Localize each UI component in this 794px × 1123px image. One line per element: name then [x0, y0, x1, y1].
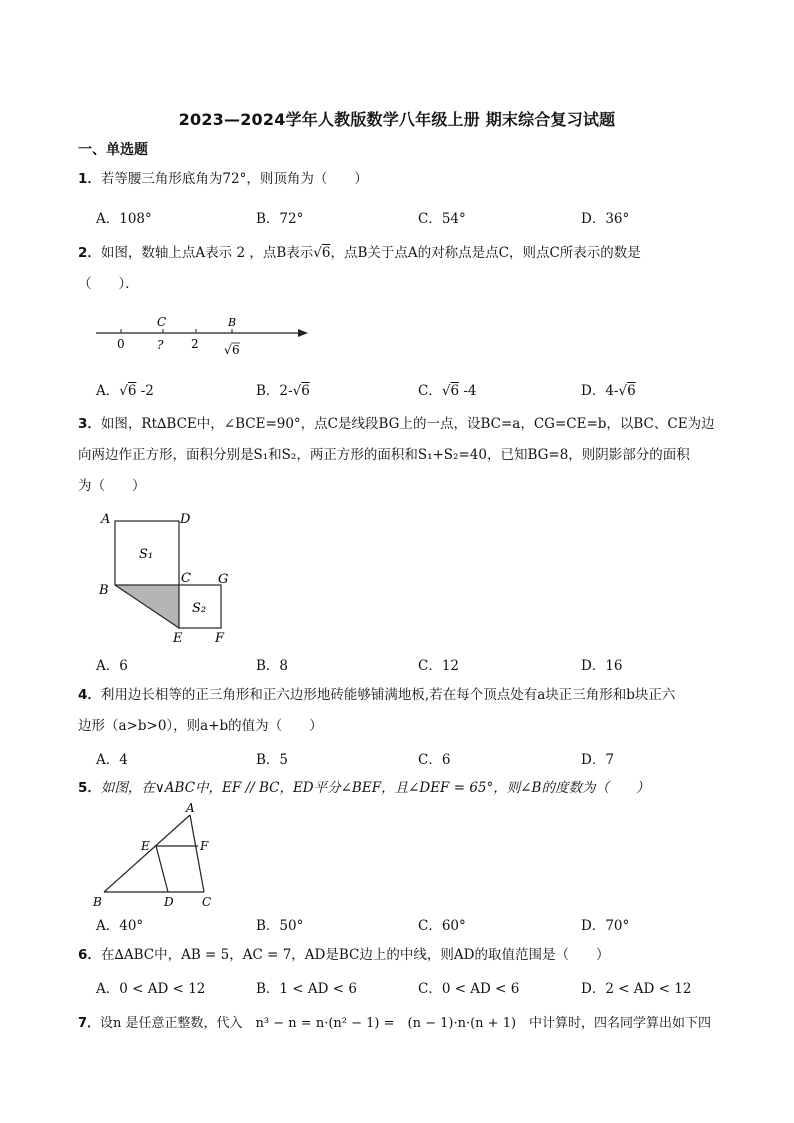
option-d[interactable]: D．7	[581, 752, 614, 768]
option-c[interactable]: C．0 < AD < 6	[418, 981, 520, 997]
option-b[interactable]: B．8	[256, 658, 289, 674]
label-zero: 0	[117, 337, 125, 351]
option-c[interactable]: C．54°	[418, 211, 466, 227]
label-b: B	[93, 895, 102, 909]
option-a[interactable]: A．108°	[96, 211, 152, 227]
options-q4	[96, 748, 756, 768]
question-7	[78, 1008, 748, 1039]
triangle-figure	[88, 800, 223, 910]
label-a: A	[186, 801, 195, 815]
options-q1	[96, 207, 756, 227]
radicand: 6	[627, 383, 636, 399]
option-prefix: A．	[96, 383, 120, 399]
label-b: B	[228, 316, 237, 329]
label-g: G	[218, 572, 229, 587]
options-q3	[96, 654, 756, 674]
question-number: 5．	[78, 780, 101, 796]
sqrt-symbol: √	[313, 245, 322, 261]
question-number: 7．	[78, 1016, 101, 1031]
option-a[interactable]: A．40°	[96, 918, 144, 934]
question-text: 如图，数轴上点A表示 2 ，点B表示	[100, 245, 314, 261]
label-question: ?	[157, 338, 164, 352]
segment-ba	[104, 815, 190, 892]
question-3	[78, 409, 748, 502]
question-text-line1: 如图，Rt∆BCE中，∠BCE=90°，点C是线段BG上的一点，设BC=a，CG=CE=b，以BC、CE为边	[100, 416, 715, 432]
option-d[interactable]: D．36°	[581, 211, 630, 227]
section-heading: 一、单选题	[78, 142, 148, 158]
option-b[interactable]: B．1 < AD < 6	[256, 981, 357, 997]
label-f: F	[200, 839, 209, 853]
question-1	[78, 164, 748, 195]
option-a[interactable]: A．4	[96, 752, 128, 768]
question-number: 3．	[78, 416, 101, 432]
question-number: 4．	[78, 687, 101, 703]
question-text: 在∆ABC中，AB = 5，AC = 7，AD是BC边上的中线，则AD的取值范围是（ ）	[100, 947, 610, 963]
label-e: E	[173, 631, 183, 646]
option-prefix: C．	[418, 383, 442, 399]
options-q2	[96, 379, 756, 399]
label-s2: S₂	[192, 601, 207, 616]
option-b[interactable]: B．72°	[256, 211, 304, 227]
label-s1: S₁	[139, 547, 154, 562]
question-number: 2．	[78, 245, 101, 261]
option-a[interactable]: A．0 < AD < 12	[96, 981, 206, 997]
label-c: C	[181, 571, 191, 586]
option-prefix: B．2-	[256, 383, 293, 399]
label-f: F	[215, 631, 225, 646]
question-text: 设n 是任意正整数，代入 n³ − n = n·(n² − 1) = (n − 1)·n·(n + 1) 中计算时，四名同学算出如下四	[100, 1016, 712, 1031]
option-c[interactable]: C．12	[418, 658, 460, 674]
option-suffix: -2	[136, 383, 154, 399]
option-c[interactable]: C．√6 -4	[418, 383, 477, 399]
label-b: B	[99, 583, 109, 598]
option-c[interactable]: C．6	[418, 752, 451, 768]
label-e: E	[141, 839, 150, 853]
option-a[interactable]: A．√6 -2	[96, 383, 154, 399]
label-c: C	[157, 315, 167, 329]
segment-ed	[156, 846, 168, 892]
question-text-line3: 为（ ）	[78, 478, 146, 494]
label-c: C	[202, 895, 212, 909]
question-text-cont: ，点B关于点A的对称点是点C，则点C所表示的数是	[330, 245, 641, 261]
question-number: 1．	[78, 171, 101, 187]
question-number: 6．	[78, 947, 101, 963]
question-text-line2: （ ）．	[78, 276, 139, 292]
number-line-figure	[90, 313, 320, 363]
question-2	[78, 238, 748, 300]
option-d[interactable]: D．2 < AD < 12	[581, 981, 692, 997]
question-6	[78, 940, 748, 971]
option-b[interactable]: B．2-√6	[256, 383, 310, 399]
option-suffix: -4	[459, 383, 477, 399]
radicand: 6	[127, 383, 137, 399]
question-4	[78, 680, 748, 742]
question-text-line2: 向两边作正方形，面积分别是S₁和S₂，两正方形的面积和S₁+S₂=40，已知BG=8，则阴影部分的面积	[78, 447, 690, 463]
label-two: 2	[191, 337, 199, 351]
option-b[interactable]: B．50°	[256, 918, 304, 934]
segment-ac	[190, 815, 204, 892]
question-text: 如图，在∨ABC中，EF // BC，ED平分∠BEF，且∠DEF = 65°，则∠B的度数为（ ）	[100, 780, 650, 796]
option-d[interactable]: D．70°	[581, 918, 630, 934]
option-d[interactable]: D．4-√6	[581, 383, 636, 399]
option-prefix: D．4-	[581, 383, 619, 399]
arrow-head-icon	[298, 329, 308, 337]
label-d: D	[164, 895, 174, 909]
option-b[interactable]: B．5	[256, 752, 289, 768]
radicand: 6	[321, 245, 331, 261]
page-title: 2023—2024学年人教版数学八年级上册 期末综合复习试题	[178, 110, 616, 129]
radicand: 6	[301, 383, 310, 399]
option-a[interactable]: A．6	[96, 658, 128, 674]
radicand: 6	[450, 383, 460, 399]
sqrt-symbol: √	[224, 343, 232, 357]
option-c[interactable]: C．60°	[418, 918, 466, 934]
option-d[interactable]: D．16	[581, 658, 623, 674]
label-a: A	[101, 512, 111, 527]
options-q5	[96, 914, 756, 934]
squares-figure	[95, 506, 245, 646]
question-text-line1: 利用边长相等的正三角形和正六边形地砖能够铺满地板,若在每个顶点处有a块正三角形和b块正六	[100, 687, 676, 703]
question-text: 若等腰三角形底角为72°，则顶角为（ ）	[100, 171, 368, 187]
question-text-line2: 边形（a>b>0），则a+b的值为（ ）	[78, 718, 323, 734]
label-d: D	[180, 512, 191, 527]
options-q6	[96, 977, 756, 997]
label-sqrt6: 6	[232, 343, 240, 357]
